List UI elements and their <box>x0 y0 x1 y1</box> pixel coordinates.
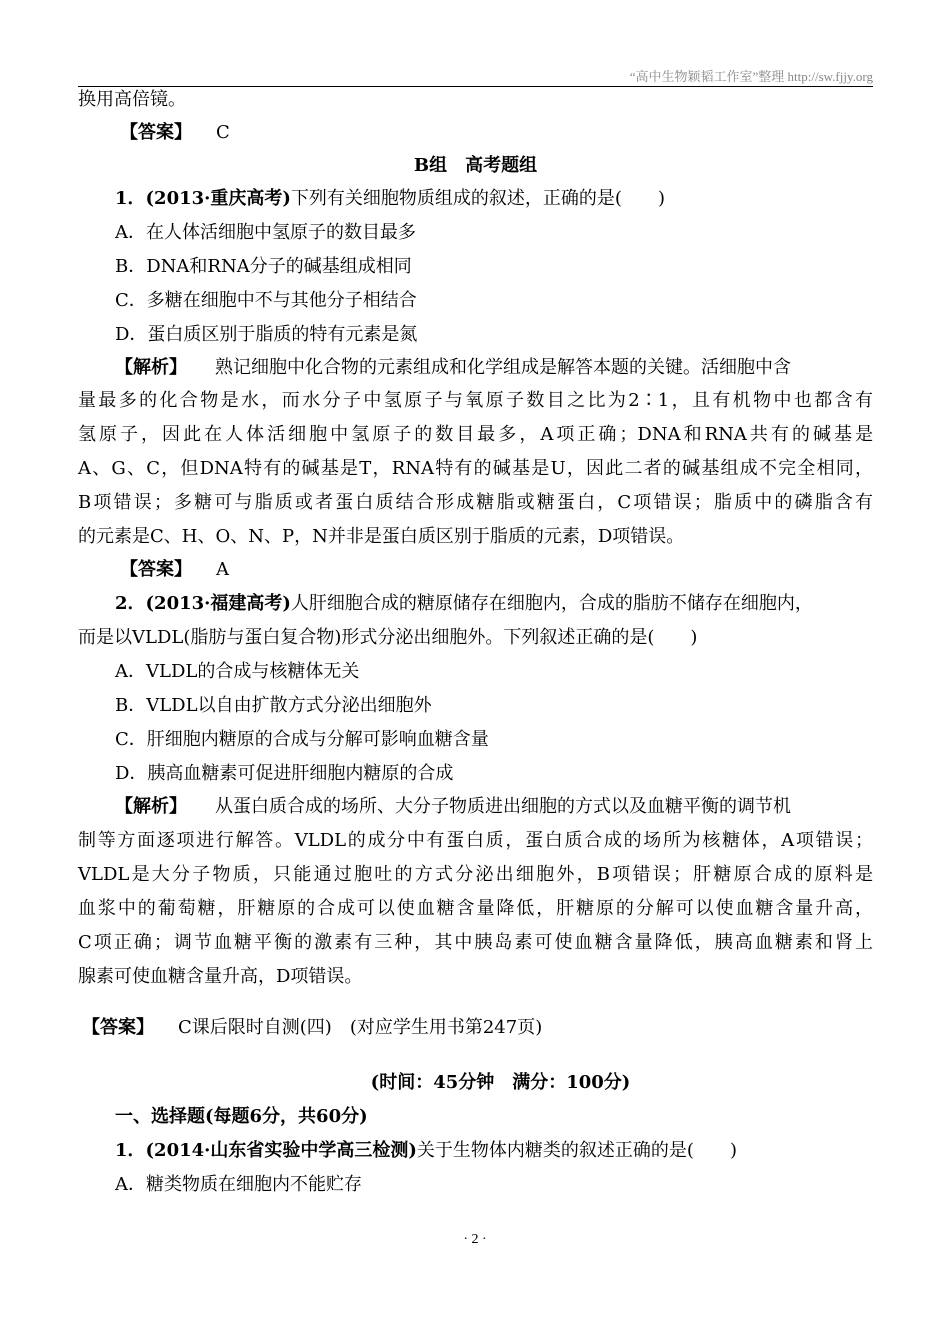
analysis-2-line-2: 制等方面逐项进行解答。VLDL的成分中有蛋白质，蛋白质合成的场所为核糖体，A项错误； <box>78 830 873 851</box>
question-2-text: 人肝细胞合成的糖原储存在细胞内，合成的脂肪不储存在细胞内， <box>290 593 813 614</box>
question-3-source: 1．(2014·山东省实验中学高三检测) <box>115 1140 417 1161</box>
analysis-2-line-1 <box>115 795 873 819</box>
page-header: “高中生物颖韬工作室”整理 http://sw.fjjy.org <box>629 69 873 84</box>
analysis-text: 熟记细胞中化合物的元素组成和化学组成是解答本题的关键。活细胞中含 <box>215 357 791 378</box>
question-2-stem-2: 而是以VLDL(脂肪与蛋白复合物)形式分泌出细胞外。下列叙述正确的是( ) <box>78 627 698 648</box>
question-1-option-b: B．DNA和RNA分子的碱基组成相同 <box>115 256 412 277</box>
question-3-text: 关于生物体内糖类的叙述正确的是( ) <box>416 1140 737 1161</box>
answer-label: 【答案】 <box>120 122 192 143</box>
question-1-option-a: A．在人体活细胞中氢原子的数目最多 <box>115 222 416 243</box>
question-2-option-a: A．VLDL的合成与核糖体无关 <box>115 661 360 682</box>
page-number: · 2 · <box>463 1232 487 1247</box>
test-info: (时间：45分钟 满分：100分) <box>370 1072 631 1093</box>
analysis-2-line-3: VLDL是大分子物质，只能通过胞吐的方式分泌出细胞外，B项错误；肝糖原合成的原料是 <box>78 864 873 885</box>
question-1-option-c: C．多糖在细胞中不与其他分子相结合 <box>115 290 417 311</box>
analysis-label: 【解析】 <box>115 357 187 378</box>
section-heading: 一、选择题(每题6分，共60分) <box>115 1106 368 1127</box>
question-1-text: 下列有关细胞物质组成的叙述，正确的是( ) <box>290 188 665 209</box>
analysis-2-line-4: 血浆中的葡萄糖，肝糖原的合成可以使血糖含量降低，肝糖原的分解可以使血糖含量升高， <box>78 898 873 919</box>
question-1-source: 1．(2013·重庆高考) <box>115 188 291 209</box>
question-3-stem <box>115 1139 910 1163</box>
answer-label: 【答案】 <box>120 559 192 580</box>
continued-line: 换用高倍镜。 <box>78 89 186 110</box>
answer-line-prev <box>120 121 915 145</box>
answer-line-1 <box>120 558 915 582</box>
group-title: B组 高考题组 <box>413 155 538 176</box>
analysis-1-line-1 <box>115 356 873 380</box>
question-2-option-b: B．VLDL以自由扩散方式分泌出细胞外 <box>115 695 432 716</box>
analysis-1-line-5: B项错误；多糖可与脂质或者蛋白质结合形成糖脂或糖蛋白，C项错误；脂质中的磷脂含有 <box>78 492 873 513</box>
question-2-stem-1 <box>115 592 873 616</box>
analysis-1-line-2: 量最多的化合物是水，而水分子中氢原子与氧原子数目之比为2∶1，且有机物中也都含有 <box>78 390 873 411</box>
analysis-1-line-3: 氢原子，因此在人体活细胞中氢原子的数目最多，A项正确；DNA和RNA共有的碱基是 <box>78 424 873 445</box>
answer-label: 【答案】 <box>82 1017 154 1038</box>
analysis-2-line-6: 腺素可使血糖含量升高，D项错误。 <box>78 966 363 987</box>
analysis-1-line-6: 的元素是C、H、O、N、P，N并非是蛋白质区别于脂质的元素，D项错误。 <box>78 526 685 547</box>
question-3-option-a: A．糖类物质在细胞内不能贮存 <box>115 1174 362 1195</box>
analysis-text: 从蛋白质合成的场所、大分子物质进出细胞的方式以及血糖平衡的调节机 <box>215 796 791 817</box>
question-2-source: 2．(2013·福建高考) <box>115 593 291 614</box>
answer-value: C <box>216 122 230 143</box>
analysis-label: 【解析】 <box>115 796 187 817</box>
analysis-2-line-5: C项正确；调节血糖平衡的激素有三种，其中胰岛素可使血糖含量降低，胰高血糖素和肾上 <box>78 932 873 953</box>
header-rule <box>78 86 873 87</box>
question-1-option-d: D．蛋白质区别于脂质的特有元素是氮 <box>115 324 418 345</box>
question-2-option-d: D．胰高血糖素可促进肝细胞内糖原的合成 <box>115 763 454 784</box>
question-2-option-c: C．肝细胞内糖原的合成与分解可影响血糖含量 <box>115 729 489 750</box>
analysis-1-line-4: A、G、C，但DNA特有的碱基是T，RNA特有的碱基是U，因此二者的碱基组成不完全相同， <box>78 458 873 479</box>
answer-value: A <box>216 559 229 580</box>
answer-line-2 <box>82 1016 877 1040</box>
answer-value: C课后限时自测(四) (对应学生用书第247页) <box>178 1017 543 1038</box>
question-1-stem <box>115 187 910 211</box>
